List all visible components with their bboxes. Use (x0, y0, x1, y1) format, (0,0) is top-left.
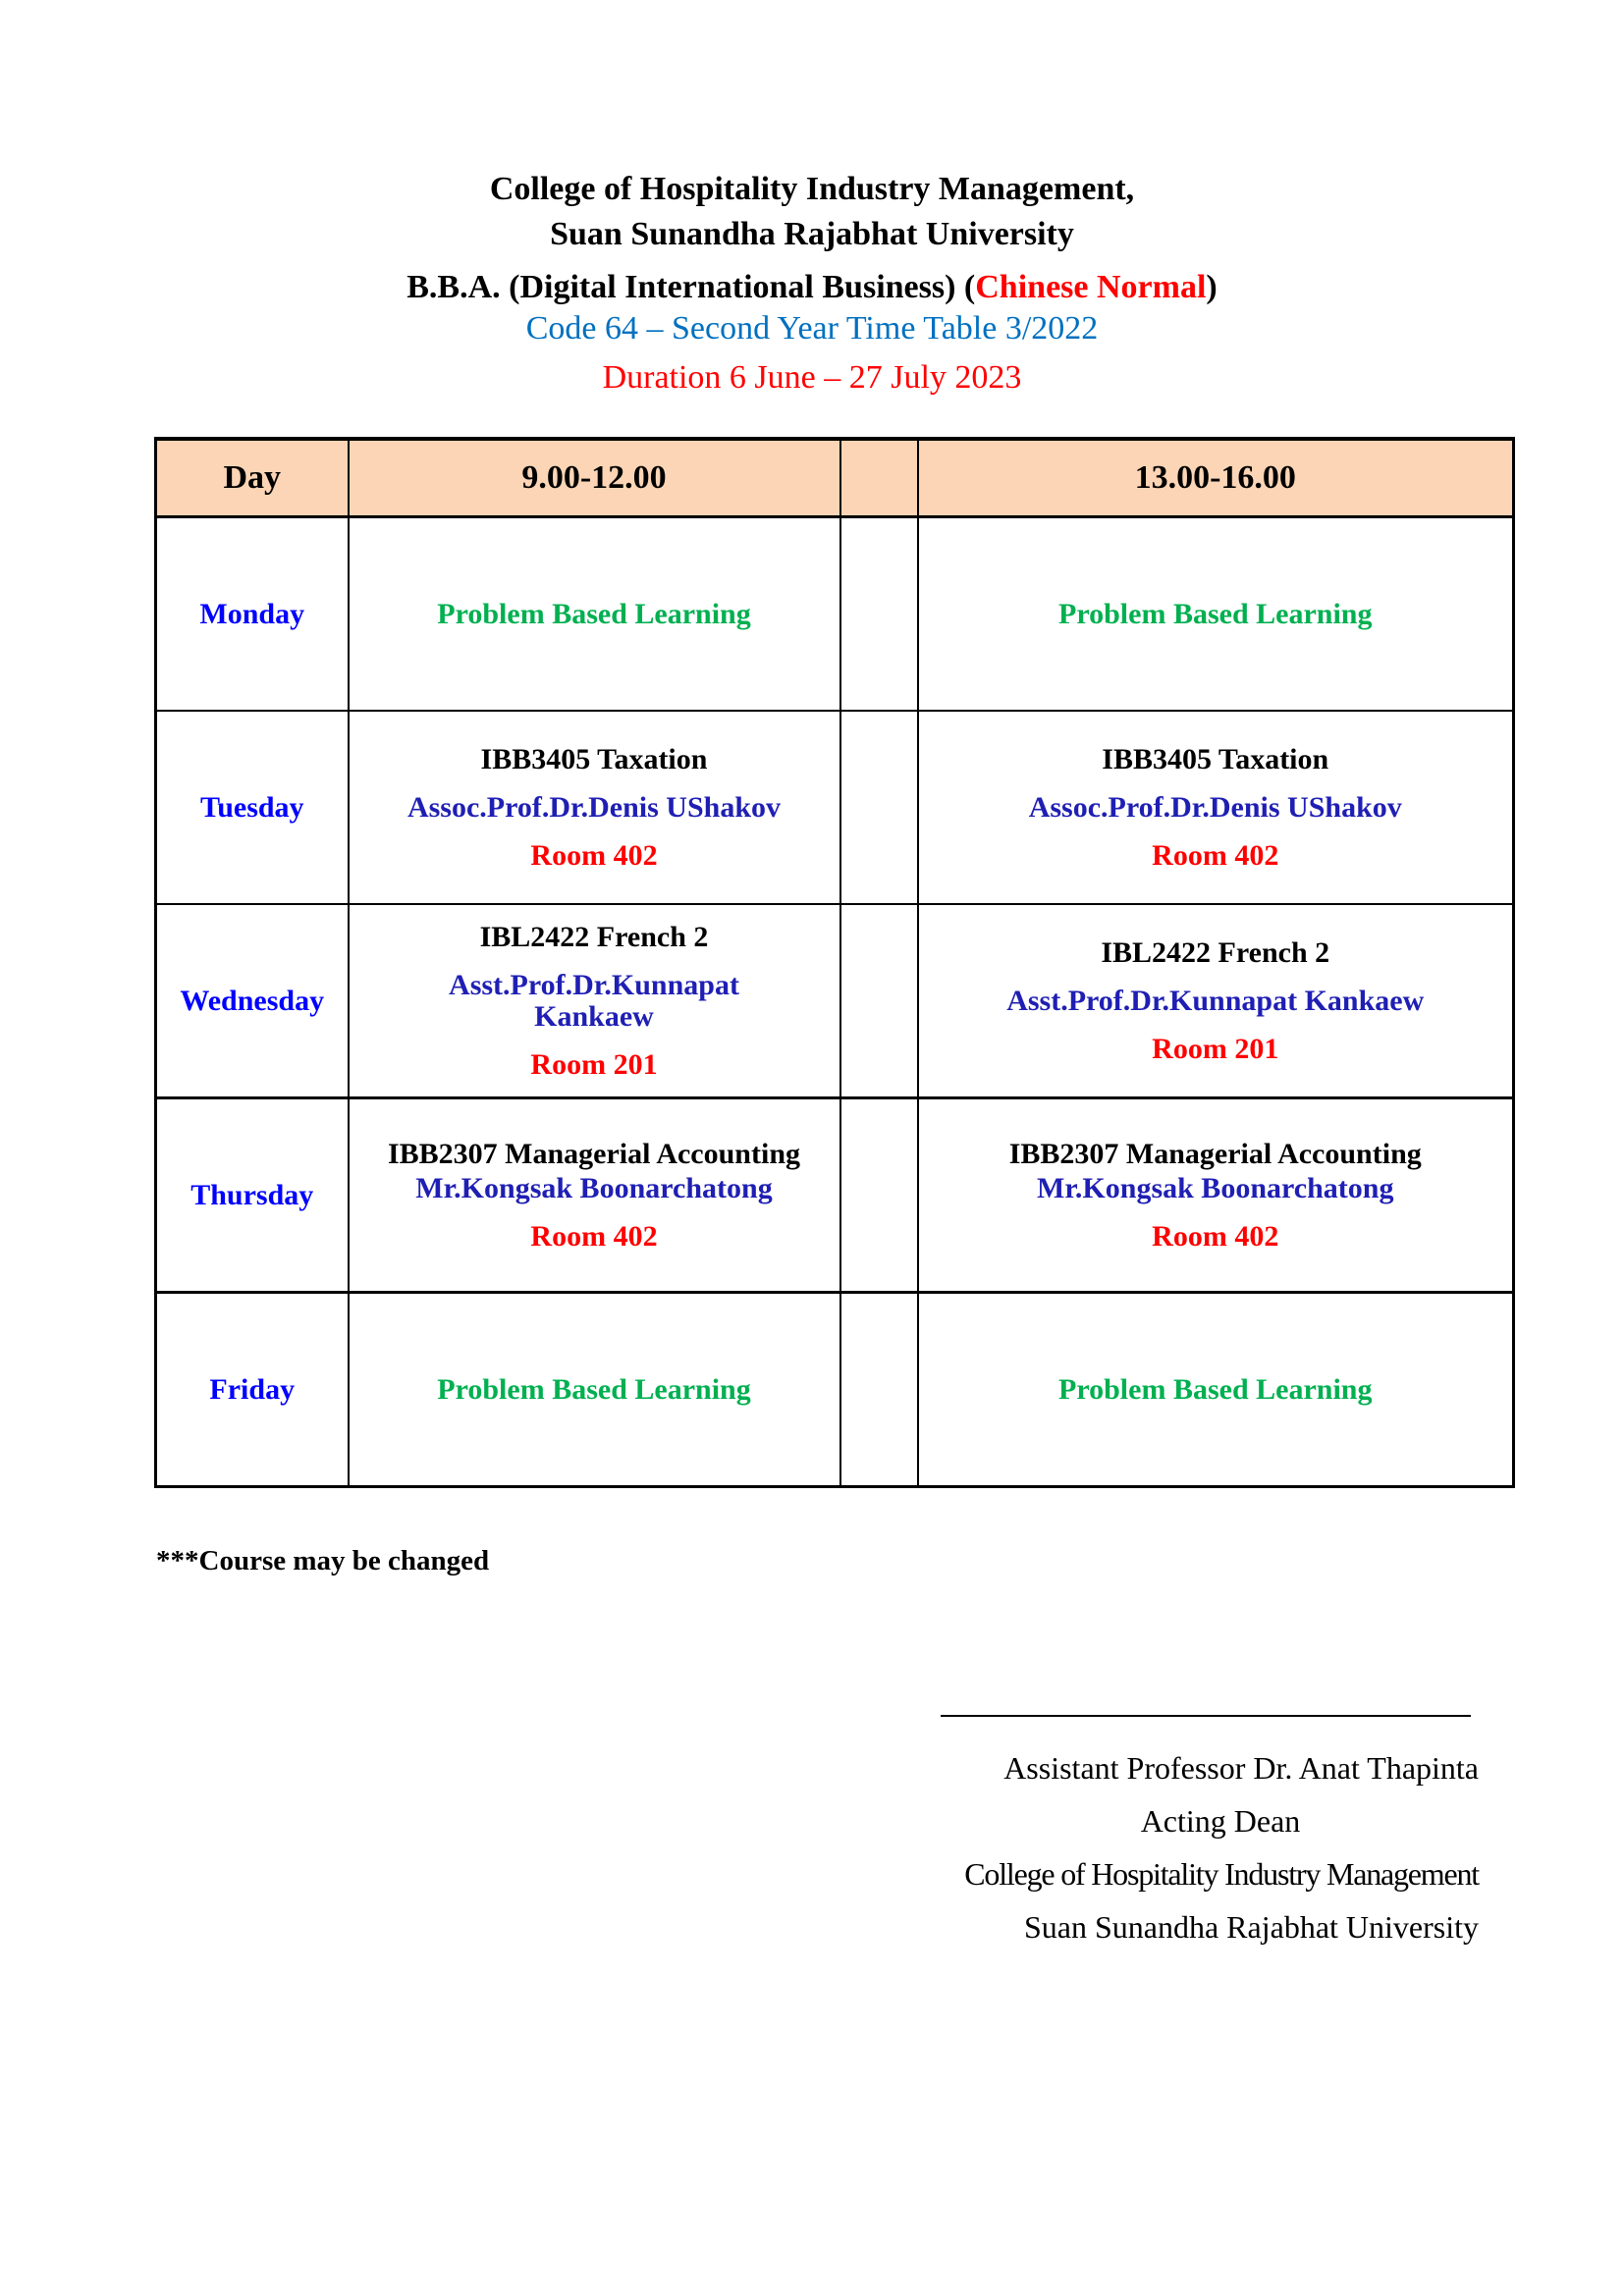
course-name: IBB3405 Taxation (480, 742, 708, 775)
room-label: Room 402 (530, 1219, 658, 1253)
table-row-wednesday (156, 904, 1514, 1098)
column-header-afternoon: 13.00-16.00 (918, 439, 1514, 517)
teacher-name: Mr.Kongsak Boonarchatong (415, 1171, 773, 1204)
break-cell (840, 517, 918, 712)
afternoon-cell (918, 1293, 1514, 1487)
college-name: College of Hospitality Industry Management, (489, 171, 1135, 207)
program-suffix: ) (1206, 269, 1218, 305)
room-label: Room 402 (530, 838, 658, 872)
university-name: Suan Sunandha Rajabhat University (550, 216, 1074, 252)
room-label: Room 201 (530, 1047, 658, 1081)
program-track: Chinese Normal (975, 269, 1207, 305)
signature-block (884, 1741, 1479, 1953)
afternoon-cell (918, 1098, 1514, 1293)
afternoon-cell (918, 711, 1514, 904)
break-cell (840, 711, 918, 904)
teacher-name: Asst.Prof.Dr.Kunnapat Kankaew (1006, 984, 1425, 1017)
signatory-college: College of Hospitality Industry Management (964, 1856, 1479, 1892)
afternoon-cell (918, 904, 1514, 1098)
room-label: Room 402 (1152, 838, 1279, 872)
program-prefix: B.B.A. (Digital International Business) ( (406, 269, 976, 305)
course-name: IBB2307 Managerial Accounting (387, 1137, 800, 1170)
table-row-tuesday (156, 711, 1514, 904)
teacher-name: Mr.Kongsak Boonarchatong (1037, 1171, 1394, 1204)
room-label: Room 402 (1152, 1219, 1279, 1253)
table-row-thursday (156, 1098, 1514, 1293)
teacher-name-text: Asst.Prof.Dr.Kunnapat Kankaew (449, 968, 739, 1033)
timetable-code: Code 64 – Second Year Time Table 3/2022 (525, 310, 1099, 347)
teacher-name (350, 970, 839, 1033)
teacher-name: Assoc.Prof.Dr.Denis UShakov (406, 790, 782, 824)
timetable-duration: Duration 6 June – 27 July 2023 (602, 359, 1022, 396)
course-name: IBB2307 Managerial Accounting (1008, 1137, 1422, 1170)
day-cell: Thursday (156, 1098, 349, 1293)
column-header-morning: 9.00-12.00 (349, 439, 840, 517)
day-cell: Monday (156, 517, 349, 712)
column-header-day: Day (156, 439, 349, 517)
teacher-name: Assoc.Prof.Dr.Denis UShakov (1028, 790, 1402, 824)
course-name: IBL2422 French 2 (479, 920, 709, 953)
day-cell: Friday (156, 1293, 349, 1487)
timetable (154, 437, 1515, 1488)
signatory-position: Acting Dean (1140, 1803, 1301, 1839)
signatory-university: Suan Sunandha Rajabhat University (1023, 1909, 1479, 1945)
course-name: IBB3405 Taxation (1102, 742, 1329, 775)
pbl-label: Problem Based Learning (437, 1372, 751, 1406)
course-change-note: ***Course may be changed (156, 1545, 490, 1576)
pbl-label: Problem Based Learning (1058, 597, 1373, 630)
morning-cell (349, 711, 840, 904)
break-cell (840, 1293, 918, 1487)
table-row-monday (156, 517, 1514, 712)
room-label: Room 201 (1152, 1032, 1279, 1065)
pbl-label: Problem Based Learning (437, 597, 751, 630)
pbl-label: Problem Based Learning (1058, 1372, 1373, 1406)
break-cell (840, 1098, 918, 1293)
signature-line (941, 1715, 1471, 1717)
course-name: IBL2422 French 2 (1101, 935, 1330, 969)
morning-cell (349, 517, 840, 712)
morning-cell (349, 1293, 840, 1487)
program-title (0, 265, 1624, 310)
morning-cell (349, 1098, 840, 1293)
morning-cell (349, 904, 840, 1098)
day-cell: Tuesday (156, 711, 349, 904)
table-row-friday (156, 1293, 1514, 1487)
signatory-name: Assistant Professor Dr. Anat Thapinta (1003, 1750, 1479, 1786)
afternoon-cell (918, 517, 1514, 712)
document-title-block (0, 167, 1624, 400)
break-cell (840, 904, 918, 1098)
table-header-row (156, 439, 1514, 517)
day-cell: Wednesday (156, 904, 349, 1098)
column-header-break (840, 439, 918, 517)
